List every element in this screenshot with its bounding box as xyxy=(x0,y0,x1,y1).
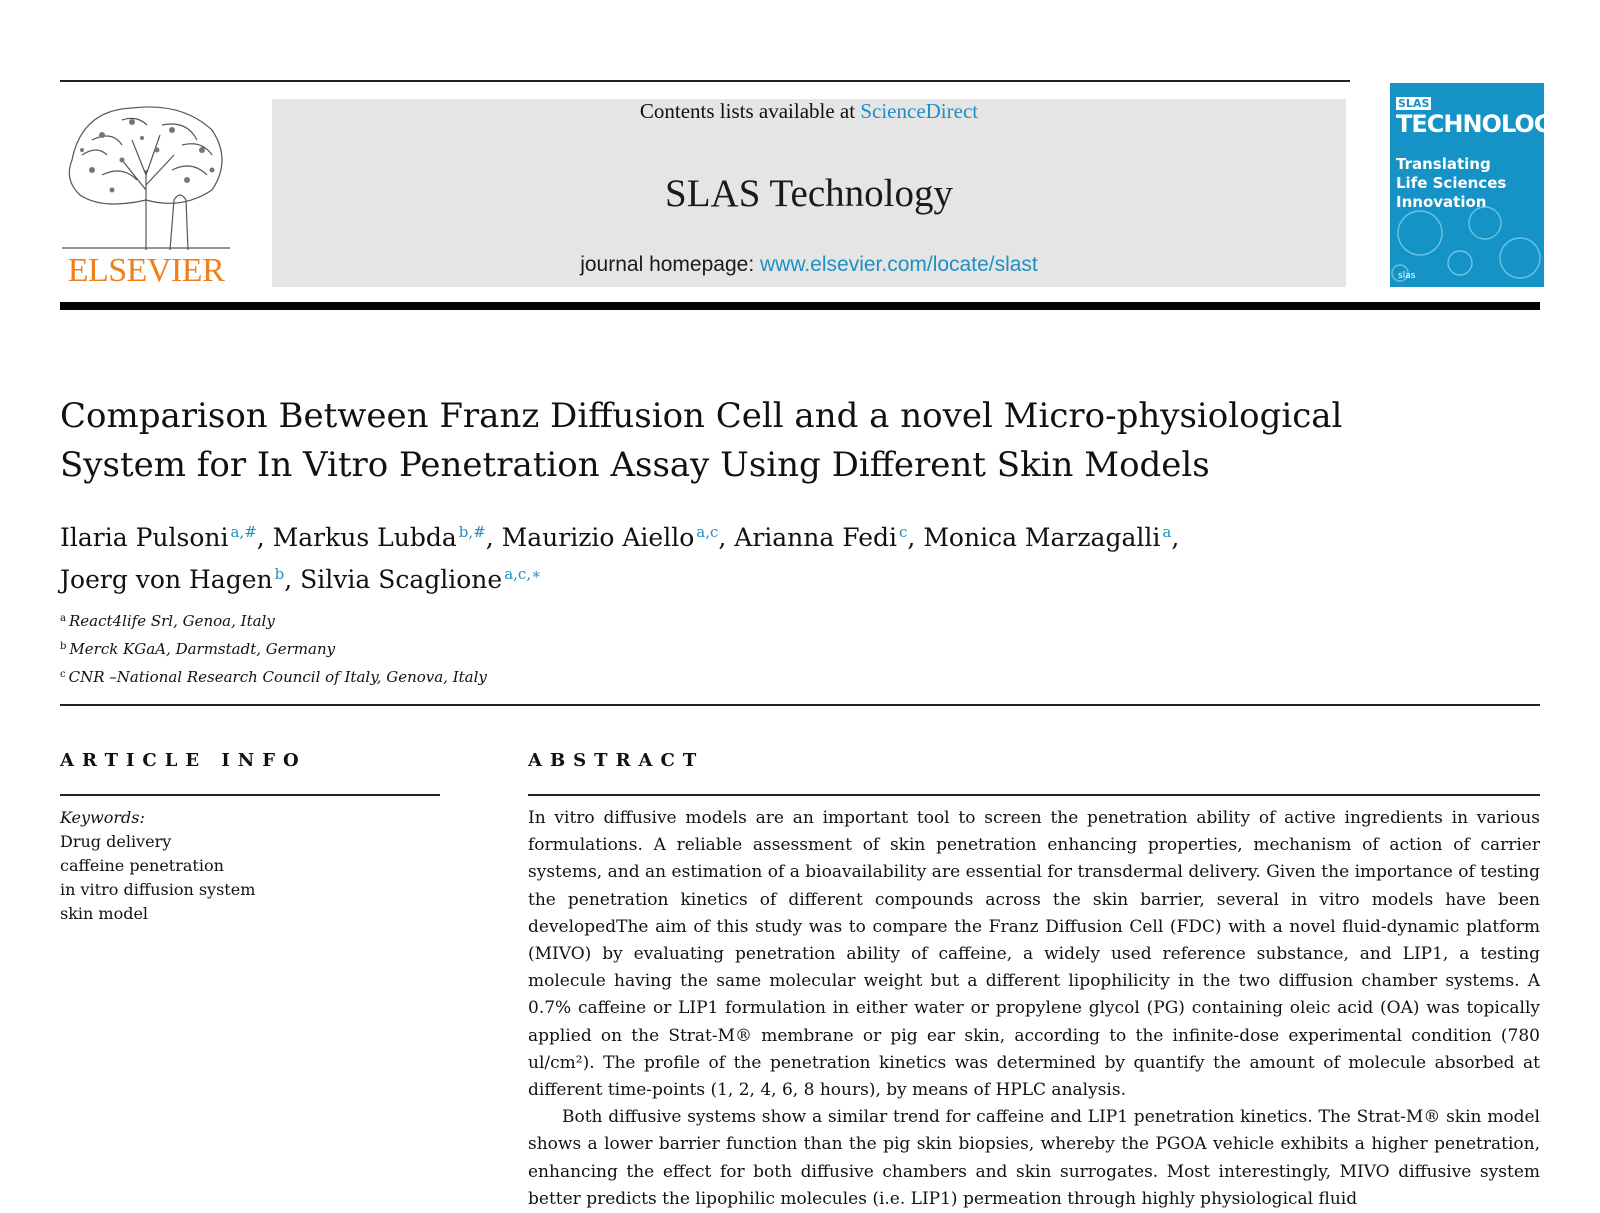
keyword-item: skin model xyxy=(60,904,149,923)
header-top-rule xyxy=(60,80,1350,82)
article-info-rule xyxy=(60,794,440,796)
elsevier-logo[interactable] xyxy=(60,100,232,290)
affiliation-text: CNR –National Research Council of Italy, Genova, Italy xyxy=(68,668,487,686)
cover-footer: slas xyxy=(1398,271,1416,281)
sciencedirect-link[interactable]: ScienceDirect xyxy=(860,99,979,123)
abstract-paragraph-1: In vitro diffusive models are an important tool to screen the penetration ability of active ingredients in various formulations. A reliable assessment of skin penetration enhancing properties, mechanism of action of carrier systems, and an estimation of a bioavailability are essential for transdermal delivery. Given the importance of testing the penetration kinetics of different compounds across the skin barrier, several in vitro models have been developedThe aim of this study was to compare the Franz Diffusion Cell (FDC) with a novel fluid-dynamic platform (MIVO) by evaluating penetration ability of caffeine, a widely used reference substance, and LIP1, a testing molecule having the same molecular weight but a different lipophilicity in the two diffusion chamber systems. A 0.7% caffeine or LIP1 formulation in either water or propylene glycol (PG) containing oleic acid (OA) was topically applied on the Strat-M® membrane or pig ear skin, according to the infinite-dose experimental condition (780 ul/cm²). The profile of the penetration kinetics was determined by quantify the amount of molecule absorbed at different time-points (1, 2, 4, 6, 8 hours), by means of HPLC analysis. xyxy=(528,808,1540,1101)
keyword-item: in vitro diffusion system xyxy=(60,880,256,899)
author-name[interactable]: Ilaria Pulsoni xyxy=(60,523,229,552)
abstract-body xyxy=(528,805,1540,1209)
journal-cover[interactable] xyxy=(1390,83,1569,287)
author-name[interactable]: Joerg von Hagen xyxy=(60,565,273,594)
affiliation-item xyxy=(60,662,487,690)
header-bottom-rule xyxy=(60,302,1540,310)
author-separator: , xyxy=(284,565,301,594)
affiliation-mark: c xyxy=(60,669,66,680)
elsevier-wordmark: ELSEVIER xyxy=(67,252,225,289)
author-marks[interactable]: a,c,∗ xyxy=(504,565,542,583)
cover-title: TECHNOLOGY xyxy=(1396,110,1569,138)
author-marks[interactable]: b xyxy=(274,565,285,583)
author-separator: , xyxy=(718,523,735,552)
affiliation-list xyxy=(60,606,487,690)
author-separator: , xyxy=(1171,523,1180,552)
journal-title: SLAS Technology xyxy=(665,172,953,215)
affiliation-text: React4life Srl, Genoa, Italy xyxy=(68,612,275,630)
author-marks[interactable]: c xyxy=(899,523,908,541)
author-line-1 xyxy=(60,514,1360,556)
author-marks[interactable]: a,c xyxy=(696,523,719,541)
article-title-line-2: System for In Vitro Penetration Assay Using Different Skin Models xyxy=(60,445,1210,485)
section-divider xyxy=(60,704,1540,706)
cover-tagline-1: Translating xyxy=(1396,155,1491,173)
affiliation-text: Merck KGaA, Darmstadt, Germany xyxy=(69,640,336,658)
article-title xyxy=(60,392,1360,490)
homepage-line xyxy=(272,253,1346,277)
affiliation-item xyxy=(60,634,487,662)
author-marks[interactable]: a xyxy=(1162,523,1172,541)
affiliation-item xyxy=(60,606,487,634)
homepage-link[interactable]: www.elsevier.com/locate/slast xyxy=(760,253,1038,276)
affiliation-mark: b xyxy=(60,641,67,652)
contents-line xyxy=(272,99,1346,124)
contents-prefix: Contents lists available at xyxy=(639,99,861,123)
author-marks[interactable]: a,# xyxy=(230,523,257,541)
author-name[interactable]: Monica Marzagalli xyxy=(923,523,1161,552)
keywords-block xyxy=(60,806,255,926)
cover-badge: SLAS xyxy=(1398,97,1430,110)
affiliation-mark: a xyxy=(60,613,66,624)
keywords-label: Keywords: xyxy=(60,808,145,827)
homepage-prefix: journal homepage: xyxy=(580,253,760,276)
elsevier-tree-icon xyxy=(62,100,230,250)
abstract-heading: ABSTRACT xyxy=(528,750,705,771)
cover-tagline-2: Life Sciences xyxy=(1396,174,1507,192)
author-list xyxy=(60,514,1360,598)
abstract-rule xyxy=(528,794,1540,796)
journal-masthead xyxy=(272,99,1346,287)
author-name[interactable]: Silvia Scaglione xyxy=(300,565,503,594)
keyword-item: caffeine penetration xyxy=(60,856,224,875)
author-separator: , xyxy=(256,523,273,552)
keyword-item: Drug delivery xyxy=(60,832,172,851)
author-separator: , xyxy=(907,523,924,552)
author-separator: , xyxy=(485,523,502,552)
abstract-paragraph-2: Both diffusive systems show a similar trend for caffeine and LIP1 penetration kinetics. The Strat-M® skin model shows a lower barrier function than the pig skin biopsies, whereby the PGOA vehicle exhibits a higher penetration, enhancing the effect for both diffusive chambers and skin surrogates. Most interestingly, MIVO diffusive system better predicts the lipophilic molecules (i.e. LIP1) permeation through highly physiological fluid xyxy=(528,1107,1540,1209)
author-marks[interactable]: b,# xyxy=(458,523,486,541)
author-line-2 xyxy=(60,556,1360,598)
author-name[interactable]: Markus Lubda xyxy=(272,523,457,552)
author-name[interactable]: Arianna Fedi xyxy=(734,523,898,552)
cover-tagline-3: Innovation xyxy=(1396,193,1487,211)
article-info-heading: ARTICLE INFO xyxy=(60,750,307,771)
article-title-line-1: Comparison Between Franz Diffusion Cell and a novel Micro-physiological xyxy=(60,396,1343,436)
author-name[interactable]: Maurizio Aiello xyxy=(501,523,695,552)
